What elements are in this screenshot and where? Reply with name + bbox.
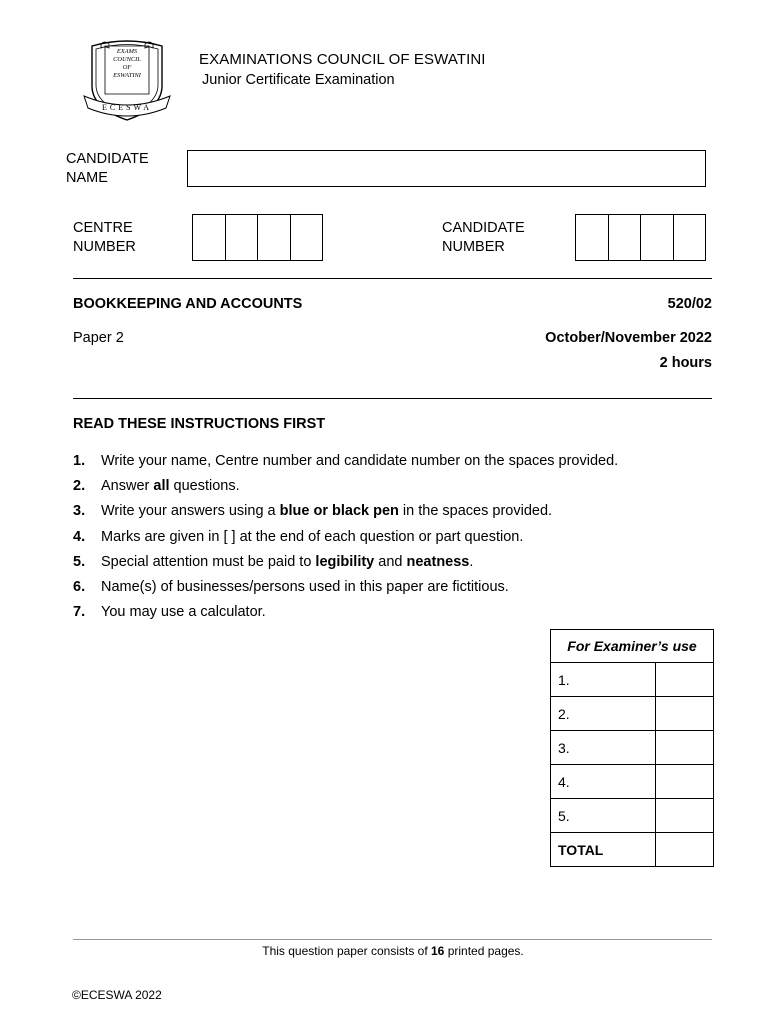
mark-cell[interactable] — [656, 799, 714, 833]
total-mark-cell[interactable] — [656, 833, 714, 867]
instruction-item: 2. Answer all questions. — [73, 478, 240, 495]
instruction-item: 3. Write your answers using a blue or black pen in the spaces provided. — [73, 503, 553, 520]
council-name: EXAMINATIONS COUNCIL OF ESWATINI — [199, 51, 486, 68]
instruction-item: 4. Marks are given in [ ] at the end of each question or part question. — [73, 528, 524, 545]
table-row — [551, 833, 714, 867]
centre-digit-box[interactable] — [225, 215, 258, 260]
copyright: ©ECESWA 2022 — [72, 988, 162, 1002]
subject-title: BOOKKEEPING AND ACCOUNTS — [73, 296, 303, 312]
question-label: 1. — [551, 663, 656, 697]
table-row — [551, 663, 714, 697]
mark-cell[interactable] — [656, 663, 714, 697]
instructions-list — [73, 453, 618, 629]
instruction-item: 7. You may use a calculator. — [73, 604, 266, 621]
divider — [73, 398, 712, 399]
question-label: 5. — [551, 799, 656, 833]
instruction-item: 5. Special attention must be paid to legibility and neatness. — [73, 553, 474, 570]
logo-line-1: EXAMS — [116, 48, 138, 55]
instruction-item: 6. Name(s) of businesses/persons used in this paper are fictitious. — [73, 578, 509, 595]
instruction-item: 1. Write your name, Centre number and candidate number on the spaces provided. — [73, 453, 619, 469]
table-row — [551, 731, 714, 765]
table-row — [551, 697, 714, 731]
paper-code: 520/02 — [667, 296, 712, 312]
examiner-table-heading: For Examiner’s use — [551, 630, 714, 663]
centre-digit-box[interactable] — [193, 215, 225, 260]
exam-name: Junior Certificate Examination — [202, 72, 395, 88]
question-label: 3. — [551, 731, 656, 765]
divider — [73, 278, 712, 279]
table-row — [551, 799, 714, 833]
centre-number-label: CENTRE NUMBER — [73, 220, 136, 255]
candidate-name-label: CANDIDATE NAME — [66, 151, 149, 186]
mark-cell[interactable] — [656, 697, 714, 731]
exam-duration: 2 hours — [659, 355, 712, 371]
candidate-digit-box[interactable] — [640, 215, 673, 260]
footer-divider — [73, 939, 712, 940]
paper-number: Paper 2 — [73, 330, 124, 346]
instructions-heading: READ THESE INSTRUCTIONS FIRST — [73, 416, 326, 432]
question-label: 2. — [551, 697, 656, 731]
mark-cell[interactable] — [656, 731, 714, 765]
centre-number-field[interactable] — [192, 214, 323, 261]
eceswa-logo — [82, 36, 172, 122]
mark-cell[interactable] — [656, 765, 714, 799]
total-label: TOTAL — [551, 833, 656, 867]
exam-session: October/November 2022 — [545, 330, 712, 346]
candidate-digit-box[interactable] — [608, 215, 641, 260]
candidate-name-field[interactable] — [187, 150, 706, 187]
logo-line-2: COUNCIL — [113, 56, 141, 63]
page-count-note: This question paper consists of 16 printed pages. — [262, 944, 524, 958]
logo-line-4: ESWATINI — [113, 72, 141, 79]
logo-ribbon: ECESWA — [102, 103, 152, 112]
question-label: 4. — [551, 765, 656, 799]
examiner-use-table — [550, 629, 714, 867]
centre-digit-box[interactable] — [257, 215, 290, 260]
candidate-digit-box[interactable] — [576, 215, 608, 260]
candidate-number-label: CANDIDATE NUMBER — [442, 220, 525, 255]
candidate-number-field[interactable] — [575, 214, 706, 261]
table-row — [551, 765, 714, 799]
candidate-digit-box[interactable] — [673, 215, 706, 260]
centre-digit-box[interactable] — [290, 215, 323, 260]
logo-line-3: OF — [122, 64, 132, 71]
